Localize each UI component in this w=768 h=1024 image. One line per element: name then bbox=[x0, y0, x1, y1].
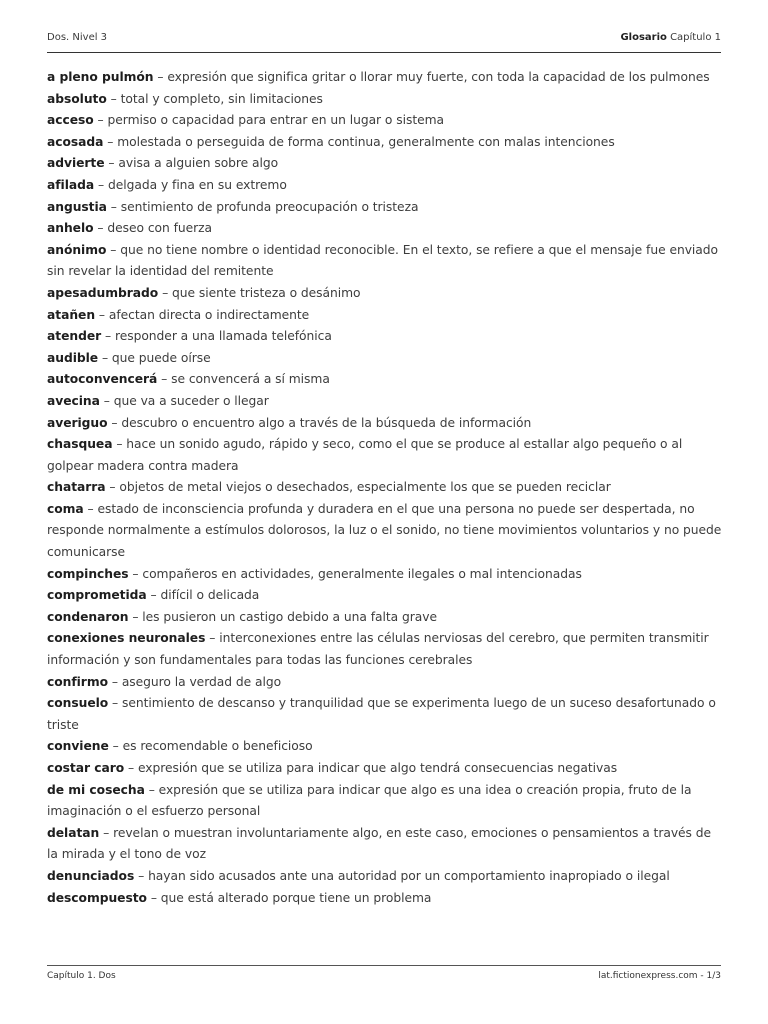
document-level-label: Dos. Nivel 3 bbox=[47, 32, 108, 43]
glossary-definition: descubro o encuentro algo a través de la búsqueda de información bbox=[121, 415, 532, 430]
glossary-entry bbox=[47, 888, 723, 910]
glossary-term: chasquea bbox=[47, 437, 113, 452]
glossary-definition: expresión que significa gritar o llorar muy fuerte, con toda la capacidad de los pulmones bbox=[167, 70, 710, 84]
glossary-definition: delgada y fina en su extremo bbox=[107, 177, 287, 192]
glossary-term: angustia bbox=[47, 199, 107, 214]
glossary-entry bbox=[47, 693, 723, 736]
glossary-term: audible bbox=[47, 350, 99, 365]
glossary-term: anónimo bbox=[47, 242, 107, 257]
glossary-entry bbox=[47, 67, 723, 89]
glossary-term: advierte bbox=[47, 156, 105, 171]
glossary-entry bbox=[47, 823, 723, 866]
glossary-definition: sentimiento de descanso y tranquilidad que se experimenta luego de un suceso desafortunado o triste bbox=[47, 696, 716, 732]
term-separator: – bbox=[103, 393, 110, 408]
glossary-entry bbox=[47, 391, 723, 413]
glossary-entry bbox=[47, 348, 723, 370]
term-separator: – bbox=[101, 350, 109, 365]
term-separator: – bbox=[209, 631, 216, 646]
glossary-definition: estado de inconsciencia profunda y duradera en el que una persona no puede ser despertada, no responde normalmente a estímulos dolorosos, la luz o el sonido, no tiene movimientos voluntarios y no puede comunicarse bbox=[47, 501, 722, 560]
section-title: Glosario bbox=[620, 32, 667, 43]
glossary-entry bbox=[47, 780, 723, 823]
glossary-definition: total y completo, sin limitaciones bbox=[120, 91, 323, 106]
glossary-list bbox=[47, 67, 723, 909]
glossary-entry bbox=[47, 110, 723, 132]
page-footer bbox=[47, 965, 721, 981]
glossary-definition: aseguro la verdad de algo bbox=[121, 674, 282, 689]
term-separator: – bbox=[110, 199, 117, 214]
glossary-definition: responder a una llamada telefónica bbox=[114, 329, 332, 344]
glossary-entry bbox=[47, 434, 723, 477]
term-separator: – bbox=[105, 329, 112, 344]
glossary-entry bbox=[47, 197, 723, 219]
glossary-entry bbox=[47, 866, 723, 888]
glossary-term: anhelo bbox=[47, 221, 94, 236]
term-separator: – bbox=[138, 868, 145, 883]
glossary-definition: interconexiones entre las células nerviosas del cerebro, que permiten transmitir información y son fundamentales para todas las funciones cerebrales bbox=[47, 631, 709, 668]
term-separator: – bbox=[87, 501, 94, 516]
term-separator: – bbox=[111, 415, 118, 430]
glossary-term: atender bbox=[47, 329, 102, 344]
term-separator: – bbox=[107, 134, 114, 149]
glossary-term: acceso bbox=[47, 113, 94, 128]
glossary-term: atañen bbox=[47, 307, 96, 322]
glossary-term: conexiones neuronales bbox=[47, 631, 206, 646]
glossary-entry bbox=[47, 585, 723, 607]
glossary-entry bbox=[47, 607, 723, 629]
glossary-entry bbox=[47, 283, 723, 305]
glossary-entry bbox=[47, 240, 723, 283]
glossary-definition: permiso o capacidad para entrar en un lugar o sistema bbox=[107, 113, 445, 128]
glossary-definition: que no tiene nombre o identidad reconocible. En el texto, se refiere a que el mensaje fue enviado sin revelar la identidad del remitente bbox=[47, 242, 719, 279]
glossary-term: confirmo bbox=[47, 674, 108, 689]
term-separator: – bbox=[116, 437, 123, 452]
term-separator: – bbox=[157, 70, 164, 84]
glossary-entry bbox=[47, 175, 723, 197]
glossary-entry bbox=[47, 153, 723, 175]
term-separator: – bbox=[97, 221, 104, 236]
glossary-term: afilada bbox=[47, 177, 95, 192]
glossary-definition: revelan o muestran involuntariamente algo, en este caso, emociones o pensamientos a través de la mirada y el tono de voz bbox=[47, 825, 712, 862]
term-separator: – bbox=[148, 782, 155, 797]
glossary-term: coma bbox=[47, 501, 84, 516]
glossary-definition: afectan directa o indirectamente bbox=[108, 307, 310, 322]
glossary-definition: difícil o delicada bbox=[160, 588, 260, 603]
term-separator: – bbox=[150, 588, 157, 603]
glossary-definition: deseo con fuerza bbox=[107, 221, 213, 236]
glossary-entry bbox=[47, 89, 723, 111]
term-separator: – bbox=[132, 609, 139, 624]
glossary-definition: que está alterado porque tiene un problema bbox=[160, 890, 432, 905]
glossary-term: condenaron bbox=[47, 609, 129, 624]
chapter-label: Capítulo 1 bbox=[670, 32, 721, 43]
glossary-definition: expresión que se utiliza para indicar que algo tendrá consecuencias negativas bbox=[137, 761, 618, 775]
term-separator: – bbox=[98, 177, 105, 192]
glossary-term: conviene bbox=[47, 739, 109, 754]
term-separator: – bbox=[98, 307, 105, 322]
glossary-entry bbox=[47, 672, 723, 694]
glossary-definition: que siente tristeza o desánimo bbox=[172, 285, 361, 300]
page-header bbox=[47, 32, 721, 53]
term-separator: – bbox=[111, 674, 118, 689]
glossary-entry bbox=[47, 132, 723, 154]
glossary-term: de mi cosecha bbox=[47, 782, 145, 797]
term-separator: – bbox=[112, 739, 119, 754]
glossary-term: absoluto bbox=[47, 91, 107, 106]
glossary-term: delatan bbox=[47, 825, 100, 840]
glossary-term: a pleno pulmón bbox=[47, 70, 154, 84]
term-separator: – bbox=[162, 285, 169, 300]
glossary-entry bbox=[47, 413, 723, 435]
glossary-entry bbox=[47, 758, 723, 780]
glossary-term: chatarra bbox=[47, 480, 106, 495]
glossary-term: autoconvencerá bbox=[47, 372, 158, 387]
glossary-entry bbox=[47, 564, 723, 586]
glossary-term: apesadumbrado bbox=[47, 285, 159, 300]
glossary-definition: hace un sonido agudo, rápido y seco, como el que se produce al estallar algo pequeño o al golpear madera contra madera bbox=[47, 437, 683, 473]
term-separator: – bbox=[103, 825, 110, 840]
term-separator: – bbox=[128, 761, 135, 775]
term-separator: – bbox=[109, 480, 116, 495]
glossary-term: comprometida bbox=[47, 588, 147, 603]
term-separator: – bbox=[150, 890, 157, 905]
glossary-entry bbox=[47, 326, 723, 348]
glossary-definition: avisa a alguien sobre algo bbox=[118, 156, 279, 171]
glossary-definition: compañeros en actividades, generalmente ilegales o mal intencionadas bbox=[142, 566, 582, 581]
glossary-term: consuelo bbox=[47, 696, 109, 711]
glossary-definition: objetos de metal viejos o desechados, especialmente los que se pueden reciclar bbox=[119, 480, 611, 495]
glossary-term: denunciados bbox=[47, 868, 135, 883]
footer-chapter: Capítulo 1. Dos bbox=[47, 971, 116, 981]
glossary-entry bbox=[47, 628, 723, 671]
glossary-term: descompuesto bbox=[47, 890, 147, 905]
glossary-definition: que puede oírse bbox=[111, 350, 211, 365]
glossary-definition: se convencerá a sí misma bbox=[171, 372, 330, 387]
glossary-term: acosada bbox=[47, 134, 104, 149]
glossary-entry bbox=[47, 499, 723, 564]
glossary-definition: sentimiento de profunda preocupación o tristeza bbox=[120, 199, 419, 214]
glossary-definition: molestada o perseguida de forma continua, generalmente con malas intenciones bbox=[117, 134, 615, 149]
term-separator: – bbox=[161, 372, 168, 387]
term-separator: – bbox=[110, 242, 117, 257]
footer-site-page: lat.fictionexpress.com - 1/3 bbox=[598, 971, 721, 981]
glossary-definition: que va a suceder o llegar bbox=[113, 393, 269, 408]
glossary-term: avecina bbox=[47, 393, 100, 408]
glossary-definition: les pusieron un castigo debido a una falta grave bbox=[142, 609, 437, 624]
term-separator: – bbox=[108, 156, 115, 171]
term-separator: – bbox=[97, 113, 104, 128]
glossary-term: compinches bbox=[47, 566, 129, 581]
glossary-definition: es recomendable o beneficioso bbox=[122, 739, 313, 754]
glossary-entry bbox=[47, 477, 723, 499]
glossary-definition: expresión que se utiliza para indicar que algo es una idea o creación propia, fruto de la imaginación o el esfuerzo personal bbox=[47, 782, 692, 819]
glossary-entry bbox=[47, 305, 723, 327]
glossary-entry bbox=[47, 736, 723, 758]
glossary-term: costar caro bbox=[47, 761, 125, 775]
term-separator: – bbox=[112, 696, 119, 711]
term-separator: – bbox=[110, 91, 117, 106]
glossary-entry bbox=[47, 369, 723, 391]
term-separator: – bbox=[132, 566, 139, 581]
glossary-entry bbox=[47, 218, 723, 240]
glossary-term: averiguo bbox=[47, 415, 108, 430]
section-heading bbox=[620, 32, 721, 43]
glossary-definition: hayan sido acusados ante una autoridad por un comportamiento inapropiado o ilegal bbox=[148, 868, 670, 883]
